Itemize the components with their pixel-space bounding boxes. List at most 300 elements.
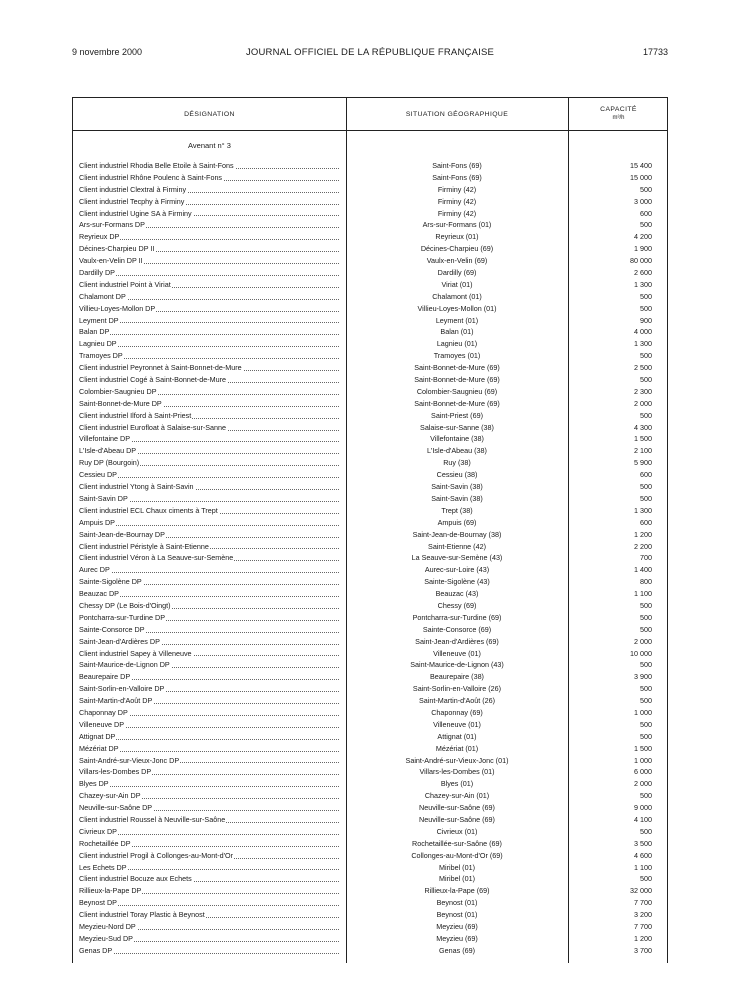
capacite-cell: 500 (640, 696, 652, 706)
designation-cell (79, 529, 339, 541)
designation-text: Rillieux-la-Pape DP (79, 886, 142, 896)
situation-cell: Firminy (42) (437, 184, 477, 194)
table-row (73, 398, 669, 410)
capacite-cell: 4 300 (634, 422, 652, 432)
table-row (73, 219, 669, 231)
situation-cell: Collonges-au-Mont-d'Or (69) (411, 850, 503, 860)
designation-text: Décines-Charpieu DP II (79, 244, 155, 254)
designation-text: Saint-Savin DP (79, 493, 128, 503)
designation-cell (79, 172, 339, 184)
capacite-cell: 1 400 (634, 565, 652, 575)
situation-cell: Ars-sur-Formans (01) (422, 220, 492, 230)
situation-cell: Villefontaine (38) (430, 434, 484, 444)
designation-text: Client industriel Sapey à Villeneuve (79, 648, 192, 658)
capacite-cell: 500 (640, 482, 652, 492)
capacite-cell: 600 (640, 470, 652, 480)
designation-text: Saint-Jean-de-Bournay DP (79, 529, 165, 539)
table-row (73, 362, 669, 374)
designation-text: Client industriel Point à Viriat (79, 279, 171, 289)
situation-cell: Saint-Sorlin-en-Valloire (26) (412, 684, 502, 694)
situation-cell: Firminy (42) (437, 196, 477, 206)
table-row (73, 433, 669, 445)
designation-cell (79, 433, 339, 445)
designation-cell (79, 576, 339, 588)
table-row (73, 671, 669, 683)
designation-text: Client industriel Peyronnet à Saint-Bonnet-de-Mure (79, 363, 242, 373)
designation-text: Client industriel Rhône Poulenc à Saint-Fons (79, 172, 223, 182)
capacite-cell: 3 200 (634, 910, 652, 920)
capacite-cell: 1 000 (634, 707, 652, 717)
header-divider (73, 130, 667, 131)
capacite-cell: 2 600 (634, 268, 652, 278)
designation-text: Chazey-sur-Ain DP (79, 791, 141, 801)
table-row (73, 541, 669, 553)
designation-cell (79, 493, 339, 505)
situation-cell: Chaponnay (69) (431, 707, 483, 717)
designation-text: Reyrieux DP (79, 232, 120, 242)
designation-text: Client industriel Progil à Collonges-au-Mont-d'Or (79, 850, 233, 860)
situation-cell: Pontcharra-sur-Turdine (69) (412, 612, 502, 622)
capacite-cell: 1 500 (634, 743, 652, 753)
designation-cell (79, 885, 339, 897)
table-row (73, 505, 669, 517)
table-row (73, 493, 669, 505)
designation-text: Rochetaillée DP (79, 838, 131, 848)
capacity-table (72, 97, 668, 963)
situation-cell: Meyzieu (69) (436, 922, 478, 931)
situation-cell: La Seauve-sur-Semène (43) (411, 553, 503, 563)
situation-cell: Mézériat (01) (435, 743, 479, 753)
table-row (73, 921, 669, 933)
table-row (73, 410, 669, 422)
capacite-cell: 3 700 (634, 945, 652, 955)
designation-text: Ars-sur-Formans DP (79, 220, 145, 230)
designation-text: Ampuis DP (79, 517, 115, 527)
situation-cell: Villieu-Loyes-Mollon (01) (417, 303, 497, 313)
capacite-cell: 15 000 (630, 172, 652, 182)
table-row (73, 445, 669, 457)
situation-cell: Neuville-sur-Saône (69) (419, 814, 495, 824)
table-row (73, 612, 669, 624)
situation-cell: Rochetaillée-sur-Saône (69) (412, 838, 502, 848)
capacite-cell: 500 (640, 220, 652, 230)
designation-cell (79, 505, 339, 517)
situation-cell: Ruy (38) (443, 458, 471, 468)
designation-cell (79, 219, 339, 231)
capacite-cell: 3 500 (634, 838, 652, 848)
situation-cell: Chalamont (01) (432, 291, 482, 301)
capacite-cell: 500 (640, 600, 652, 610)
page-header (72, 47, 668, 61)
table-row (73, 517, 669, 529)
designation-cell (79, 945, 339, 957)
designation-text: Beynost DP (79, 898, 117, 908)
designation-cell (79, 398, 339, 410)
capacite-cell: 32 000 (630, 886, 652, 896)
designation-cell (79, 255, 339, 267)
situation-cell: Beynost (01) (436, 898, 478, 908)
table-row (73, 576, 669, 588)
capacite-cell: 4 200 (634, 232, 652, 242)
designation-cell (79, 386, 339, 398)
designation-text: Attignat DP (79, 731, 116, 741)
designation-cell (79, 731, 339, 743)
designation-cell (79, 838, 339, 850)
table-row (73, 862, 669, 874)
table-row (73, 350, 669, 362)
situation-cell: Saint-Fons (69) (432, 172, 482, 182)
designation-text: Chessy DP (Le Bois-d'Oingt) (79, 600, 171, 610)
situation-cell: Saint-Bonnet-de-Mure (69) (414, 375, 500, 385)
capacite-cell: 15 400 (630, 161, 652, 170)
capacite-cell: 2 000 (634, 636, 652, 646)
table-row (73, 766, 669, 778)
table-row (73, 850, 669, 862)
table-row (73, 897, 669, 909)
situation-cell: Beynost (01) (436, 910, 478, 920)
table-row (73, 624, 669, 636)
table-row (73, 303, 669, 315)
designation-text: Client industriel ECL Chaux ciments à Trept (79, 505, 218, 515)
situation-cell: Chazey-sur-Ain (01) (424, 791, 490, 801)
capacite-cell: 500 (640, 291, 652, 301)
designation-cell (79, 743, 339, 755)
designation-text: Balan DP (79, 327, 110, 337)
table-row (73, 184, 669, 196)
designation-cell (79, 469, 339, 481)
capacite-cell: 7 700 (634, 898, 652, 908)
table-row (73, 719, 669, 731)
situation-cell: Balan (01) (440, 327, 474, 337)
table-row (73, 600, 669, 612)
situation-cell: Genas (69) (439, 945, 475, 955)
designation-text: Client industriel Roussel à Neuville-sur-Saône (79, 814, 226, 824)
designation-text: Beaurepaire DP (79, 672, 131, 682)
table-row (73, 873, 669, 885)
table-row (73, 743, 669, 755)
capacite-cell: 500 (640, 410, 652, 420)
table-row (73, 755, 669, 767)
capacite-cell: 2 000 (634, 779, 652, 789)
situation-cell: Saint-Jean-de-Bournay (38) (412, 529, 502, 539)
designation-text: Neuville-sur-Saône DP (79, 803, 153, 813)
designation-text: Dardilly DP (79, 268, 115, 278)
table-row (73, 826, 669, 838)
designation-text: Client industriel Ugine SA à Firminy (79, 208, 192, 218)
designation-text: Client industriel Ytong à Saint-Savin (79, 482, 194, 492)
designation-cell (79, 636, 339, 648)
designation-cell (79, 422, 339, 434)
designation-cell (79, 517, 339, 529)
designation-text: Client industriel Bocuze aux Echets (79, 874, 192, 884)
table-row (73, 588, 669, 600)
capacite-cell: 1 200 (634, 933, 652, 943)
table-row (73, 552, 669, 564)
table-row (73, 659, 669, 671)
capacite-cell: 500 (640, 375, 652, 385)
table-row (73, 683, 669, 695)
situation-cell: Tramoyes (01) (433, 351, 481, 361)
situation-cell: Reyrieux (01) (435, 232, 479, 242)
designation-text: Client industriel Cogé à Saint-Bonnet-de-Mure (79, 375, 227, 385)
designation-text: Meyzieu-Nord DP (79, 922, 136, 931)
designation-text: Mézériat DP (79, 743, 119, 753)
table-row (73, 315, 669, 327)
situation-cell: Saint-André-sur-Vieux-Jonc (01) (405, 755, 509, 765)
table-row (73, 422, 669, 434)
table-row (73, 945, 669, 957)
situation-cell: Saint-Martin-d'Août (26) (418, 696, 496, 706)
situation-cell: Saint-Jean-d'Ardières (69) (415, 636, 499, 646)
designation-text: Client industriel Véron à La Seauve-sur-Semène (79, 553, 234, 563)
designation-cell (79, 873, 339, 885)
situation-cell: Meyzieu (69) (436, 933, 478, 943)
situation-cell: Civrieux (01) (436, 826, 478, 836)
designation-cell (79, 600, 339, 612)
designation-cell (79, 648, 339, 660)
designation-cell (79, 552, 339, 564)
capacite-cell: 7 700 (634, 922, 652, 931)
capacite-cell: 4 100 (634, 814, 652, 824)
situation-cell: Saint-Maurice-de-Lignon (43) (410, 660, 504, 670)
situation-cell: Vaulx-en-Velin (69) (426, 256, 488, 266)
table-row (73, 778, 669, 790)
situation-cell: Miribel (01) (439, 874, 475, 884)
capacite-cell: 1 900 (634, 244, 652, 254)
capacite-cell: 700 (640, 553, 652, 563)
situation-cell: Cessieu (38) (436, 470, 478, 480)
issue-date: 9 novembre 2000 (72, 47, 143, 57)
situation-cell: Saint-Savin (38) (431, 493, 483, 503)
designation-text: Saint-Maurice-de-Lignon DP (79, 660, 170, 670)
capacite-cell: 500 (640, 791, 652, 801)
table-body (73, 160, 669, 957)
designation-cell (79, 671, 339, 683)
designation-text: Villeneuve DP (79, 719, 125, 729)
capacite-cell: 1 100 (634, 862, 652, 872)
situation-cell: Sainte-Consorce (69) (422, 624, 492, 634)
table-row (73, 933, 669, 945)
designation-cell (79, 933, 339, 945)
designation-cell (79, 231, 339, 243)
table-row (73, 338, 669, 350)
designation-cell (79, 695, 339, 707)
situation-cell: Blyes (01) (440, 779, 474, 789)
designation-text: Saint-Bonnet-de-Mure DP (79, 398, 162, 408)
designation-cell (79, 184, 339, 196)
designation-cell (79, 850, 339, 862)
designation-text: Meyzieu-Sud DP (79, 933, 133, 943)
designation-cell (79, 707, 339, 719)
situation-cell: Villeneuve (01) (433, 719, 481, 729)
capacite-cell: 500 (640, 731, 652, 741)
table-row (73, 326, 669, 338)
capacite-cell: 1 500 (634, 434, 652, 444)
designation-text: Villieu-Loyes-Mollon DP (79, 303, 156, 313)
designation-text: Genas DP (79, 945, 113, 955)
table-row (73, 707, 669, 719)
capacite-cell: 3 900 (634, 672, 652, 682)
designation-cell (79, 267, 339, 279)
capacite-label: CAPACITÉ (600, 106, 637, 113)
capacite-cell: 1 100 (634, 589, 652, 599)
designation-cell (79, 778, 339, 790)
designation-cell (79, 445, 339, 457)
designation-text: Client industriel Clextral à Firminy (79, 184, 187, 194)
designation-cell (79, 683, 339, 695)
table-row (73, 386, 669, 398)
table-row (73, 231, 669, 243)
designation-cell (79, 719, 339, 731)
capacite-cell: 1 300 (634, 505, 652, 515)
capacite-cell: 2 200 (634, 541, 652, 551)
table-row (73, 457, 669, 469)
designation-cell (79, 766, 339, 778)
designation-text: Client industriel Ilford à Saint-Priest (79, 410, 192, 420)
capacite-cell: 2 500 (634, 363, 652, 373)
situation-cell: Rillieux-la-Pape (69) (424, 886, 490, 896)
table-row (73, 790, 669, 802)
designation-text: Saint-André-sur-Vieux-Jonc DP (79, 755, 180, 765)
situation-cell: Lagnieu (01) (436, 339, 478, 349)
situation-cell: Saint-Bonnet-de-Mure (69) (414, 363, 500, 373)
designation-cell (79, 196, 339, 208)
capacite-cell: 10 000 (630, 648, 652, 658)
capacite-cell: 900 (640, 315, 652, 325)
designation-cell (79, 802, 339, 814)
table-row (73, 160, 669, 172)
table-row (73, 564, 669, 576)
designation-text: Lagnieu DP (79, 339, 117, 349)
designation-cell (79, 612, 339, 624)
capacite-cell: 1 200 (634, 529, 652, 539)
situation-cell: Aurec-sur-Loire (43) (424, 565, 490, 575)
designation-cell (79, 814, 339, 826)
capacite-cell: 6 000 (634, 767, 652, 777)
situation-cell: Colombier-Saugnieu (69) (416, 386, 498, 396)
designation-cell (79, 160, 339, 172)
table-row (73, 469, 669, 481)
situation-cell: Leyment (01) (435, 315, 479, 325)
situation-cell: Sainte-Sigolène (43) (424, 577, 490, 587)
designation-cell (79, 326, 339, 338)
table-row (73, 529, 669, 541)
designation-cell (79, 338, 339, 350)
capacite-cell: 500 (640, 351, 652, 361)
capacite-unit: m³/h (612, 115, 625, 121)
capacite-cell: 4 000 (634, 327, 652, 337)
designation-cell (79, 541, 339, 553)
table-row (73, 172, 669, 184)
capacite-cell: 500 (640, 303, 652, 313)
designation-text: Sainte-Consorce DP (79, 624, 145, 634)
table-row (73, 695, 669, 707)
situation-cell: Neuville-sur-Saône (69) (419, 803, 495, 813)
capacite-cell: 600 (640, 208, 652, 218)
designation-text: Client industriel Péristyle à Saint-Etienne (79, 541, 209, 551)
designation-cell (79, 208, 339, 220)
capacite-cell: 3 000 (634, 196, 652, 206)
table-row (73, 802, 669, 814)
capacite-cell: 500 (640, 624, 652, 634)
designation-text: Colombier-Saugnieu DP (79, 386, 157, 396)
table-row (73, 909, 669, 921)
designation-cell (79, 350, 339, 362)
capacite-cell: 800 (640, 577, 652, 587)
journal-title: JOURNAL OFFICIEL DE LA RÉPUBLIQUE FRANÇAISE (245, 47, 495, 58)
designation-cell (79, 862, 339, 874)
column-header-designation: DÉSIGNATION (184, 110, 235, 118)
designation-text: Saint-Sorlin-en-Valloire DP (79, 684, 165, 694)
capacite-cell: 500 (640, 684, 652, 694)
table-row (73, 814, 669, 826)
capacite-cell: 500 (640, 493, 652, 503)
table-row (73, 731, 669, 743)
capacite-cell: 4 600 (634, 850, 652, 860)
designation-cell (79, 481, 339, 493)
designation-cell (79, 410, 339, 422)
designation-text: Client industriel Tecphy à Firminy (79, 196, 185, 206)
designation-text: Blyes DP (79, 779, 109, 789)
table-row (73, 291, 669, 303)
designation-text: Client industriel Eurofloat à Salaise-sur-Sanne (79, 422, 227, 432)
capacite-cell: 80 000 (630, 256, 652, 266)
table-row (73, 648, 669, 660)
table-row (73, 374, 669, 386)
table-row (73, 838, 669, 850)
designation-text: Client industriel Rhodia Belle Etoile à Saint-Fons (79, 161, 234, 170)
table-row (73, 636, 669, 648)
designation-text: Sainte-Sigolène DP (79, 577, 142, 587)
designation-cell (79, 659, 339, 671)
situation-cell: Salaise-sur-Sanne (38) (420, 422, 494, 432)
designation-text: Cessieu DP (79, 470, 117, 480)
table-row (73, 255, 669, 267)
table-row (73, 243, 669, 255)
situation-cell: Dardilly (69) (437, 268, 477, 278)
designation-cell (79, 755, 339, 767)
capacite-cell: 600 (640, 517, 652, 527)
situation-cell: Saint-Etienne (42) (428, 541, 486, 551)
situation-cell: Ampuis (69) (437, 517, 477, 527)
situation-cell: Beaurepaire (38) (430, 672, 484, 682)
situation-cell: Villeneuve (01) (433, 648, 481, 658)
situation-cell: Chessy (69) (437, 600, 477, 610)
capacite-cell: 500 (640, 874, 652, 884)
designation-text: Saint-Martin-d'Août DP (79, 696, 153, 706)
situation-cell: Viriat (01) (441, 279, 473, 289)
designation-text: Aurec DP (79, 565, 110, 575)
designation-cell (79, 897, 339, 909)
designation-text: Chalamont DP (79, 291, 126, 301)
situation-cell: Saint-Savin (38) (431, 482, 483, 492)
situation-cell: Attignat (01) (437, 731, 477, 741)
designation-text: Leyment DP (79, 315, 119, 325)
column-header-situation: SITUATION GÉOGRAPHIQUE (405, 110, 509, 118)
situation-cell: Décines-Charpieu (69) (420, 244, 494, 254)
page-number: 17733 (642, 47, 668, 57)
designation-text: Pontcharra-sur-Turdine DP (79, 612, 166, 622)
designation-text: Client industriel Toray Plastic à Beynost (79, 910, 205, 920)
capacite-cell: 9 000 (634, 803, 652, 813)
table-row (73, 885, 669, 897)
table-row (73, 267, 669, 279)
designation-text: Vaulx-en-Velin DP II (79, 256, 143, 266)
designation-text: Villefontaine DP (79, 434, 131, 444)
designation-cell (79, 315, 339, 327)
table-row (73, 481, 669, 493)
designation-cell (79, 303, 339, 315)
